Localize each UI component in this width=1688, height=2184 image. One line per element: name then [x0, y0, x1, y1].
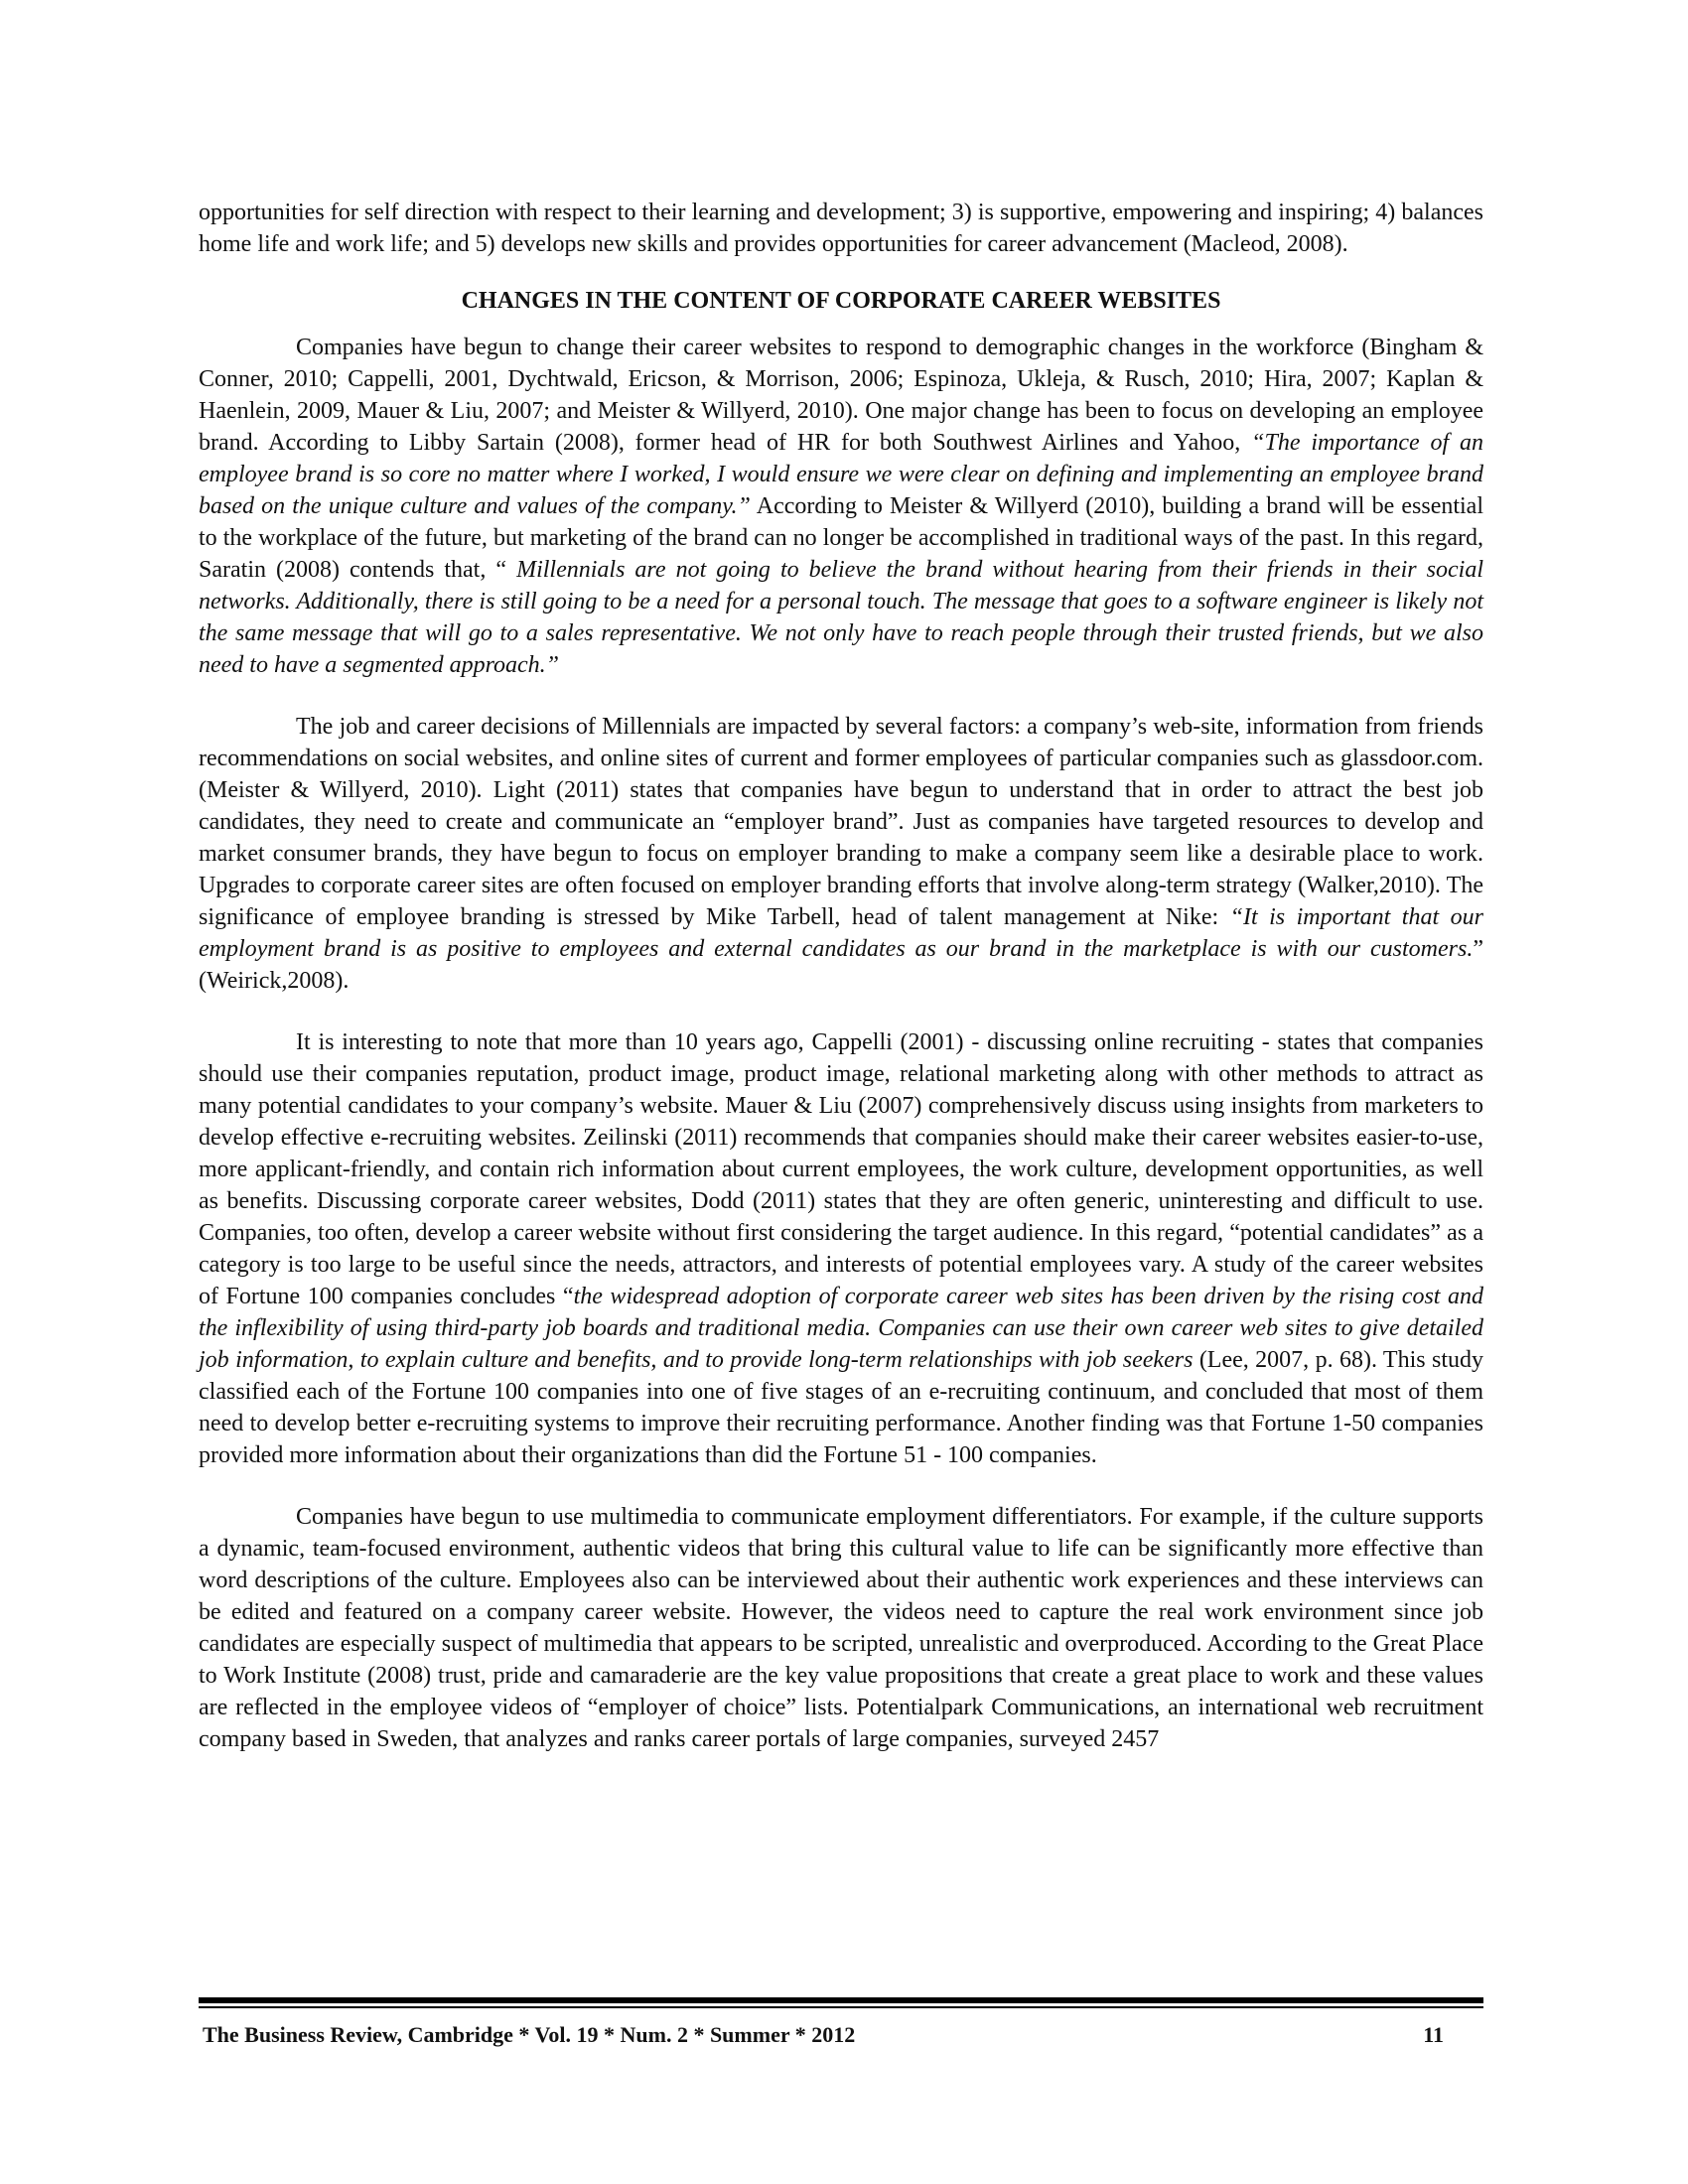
paragraph-multimedia: Companies have begun to use multimedia to communicate employment differentiators. For example, if the culture supports a dynamic, team-focused environment, authentic videos that bring this cultural value to life can be significantly more effective than word descriptions of the culture. Employees also can be interviewed about their authentic work experiences and these interviews can be edited and featured on a company career website. However, the videos need to capture the real work environment since job candidates are especially suspect of multimedia that appears to be scripted, unrealistic and overproduced. According to the Great Place to Work Institute (2008) trust, pride and camaraderie are the key value propositions that create a great place to work and these values are reflected in the employee videos of “employer of choice” lists. Potentialpark Communications, an international web recruitment company based in Sweden, that analyzes and ranks career portals of large companies, surveyed 2457	[199, 1504, 1483, 1752]
paragraph-employee-brand	[199, 332, 1483, 681]
paragraph-text: The job and career decisions of Millennials are impacted by several factors: a company’s web-site, information from friends recommendations on social websites, and online sites of current and former employees of particular companies such as glassdoor.com. (Meister & Willyerd, 2010). Light (2011) states that companies have begun to understand that in order to attract the best job candidates, they need to create and communicate an “employer brand”. Just as companies have targeted resources to develop and market consumer brands, they have begun to focus on employer branding to make a company seem like a desirable place to work. Upgrades to corporate career sites are often focused on employer branding efforts that involve along-term strategy (Walker,2010). The significance of employee branding is stressed by Mike Tarbell, head of talent management at Nike:	[199, 714, 1483, 930]
paragraph-online-recruiting	[199, 1026, 1483, 1471]
article-body	[199, 197, 1483, 1755]
paragraph-text: Companies have begun to change their career websites to respond to demographic changes in the workforce (Bingham & Conner, 2010; Cappelli, 2001, Dychtwald, Ericson, & Morrison, 2006; Espinoza, Ukleja, & Rusch, 2010; Hira, 2007; Kaplan & Haenlein, 2009, Mauer & Liu, 2007; and Meister & Willyerd, 2010). One major change has been to focus on developing an employee brand. According to Libby Sartain (2008), former head of HR for both Southwest Airlines and Yahoo,	[199, 335, 1483, 456]
footer-divider	[199, 2006, 1483, 2008]
opening-paragraph: opportunities for self direction with respect to their learning and development; 3) is supportive, empowering and inspiring; 4) balances home life and work life; and 5) develops new skills and provides opportunities for career advancement (Macleod, 2008).	[199, 200, 1483, 257]
journal-citation: The Business Review, Cambridge * Vol. 19 * Num. 2 * Summer * 2012	[203, 2022, 856, 2047]
paragraph-text: (Lee, 2007, p. 68). This study classified each of the Fortune 100 companies into one of five stages of an e-recruiting continuum, and concluded that most of them need to develop better e-recruiting systems to improve their recruiting performance. Another finding was that Fortune 1-50 companies provided more information about their organizations than did the Fortune 51 - 100 companies.	[199, 1347, 1483, 1468]
page-footer	[199, 1997, 1483, 2048]
quote-tarbell: “It is important that our employment brand is as positive to employees and external candidates as our brand in the marketplace is with our customers.	[199, 904, 1483, 962]
section-heading: CHANGES IN THE CONTENT OF CORPORATE CAREER WEBSITES	[461, 288, 1221, 314]
paragraph-text: According to Meister & Willyerd (2010), building a brand will be essential to the workplace of the future, but marketing of the brand can no longer be accomplished in traditional ways of the past. In this regard, Saratin (2008) contends that, “	[199, 493, 1483, 583]
paragraph-millennials	[199, 711, 1483, 997]
quote-sartain: “The importance of an employee brand is so core no matter where I worked, I would ensure we were clear on defining and implementing an employee brand based on the unique culture and values of the company.”	[199, 430, 1484, 519]
paragraph-text: ” (Weirick,2008).	[199, 936, 1483, 994]
quote-lee: the widespread adoption of corporate career web sites has been driven by the rising cost and the inflexibility of using third-party job boards and traditional media. Companies can use their own career web sites to give detailed job information, to explain culture and benefits, and to provide long-term relationships with job seekers	[199, 1284, 1483, 1373]
paragraph-text: It is interesting to note that more than 10 years ago, Cappelli (2001) - discussing online recruiting - states that companies should use their companies reputation, product image, product image, relational marketing along with other methods to attract as many potential candidates to your company’s website. Mauer & Liu (2007) comprehensively discuss using insights from marketers to develop effective e-recruiting websites. Zeilinski (2011) recommends that companies should make their career websites easier-to-use, more applicant-friendly, and contain rich information about current employees, the work culture, development opportunities, as well as benefits. Discussing corporate career websites, Dodd (2011) states that they are often generic, uninteresting and difficult to use. Companies, too often, develop a career website without first considering the target audience. In this regard, “potential candidates” as a category is too large to be useful since the needs, attractors, and interests of potential employees vary. A study of the career websites of Fortune 100 companies concludes “	[199, 1029, 1483, 1309]
footer-divider	[199, 1997, 1483, 2003]
page-number: 11	[1423, 2022, 1444, 2047]
footer-row	[199, 2022, 1483, 2048]
quote-saratin: Millennials are not going to believe the brand without hearing from their friends in their social networks. Additionally, there is still going to be a need for a personal touch. The message that goes to a software engineer is likely not the same message that will go to a sales representative. We not only have to reach people through their trusted friends, but we also need to have a segmented approach.”	[199, 557, 1484, 678]
